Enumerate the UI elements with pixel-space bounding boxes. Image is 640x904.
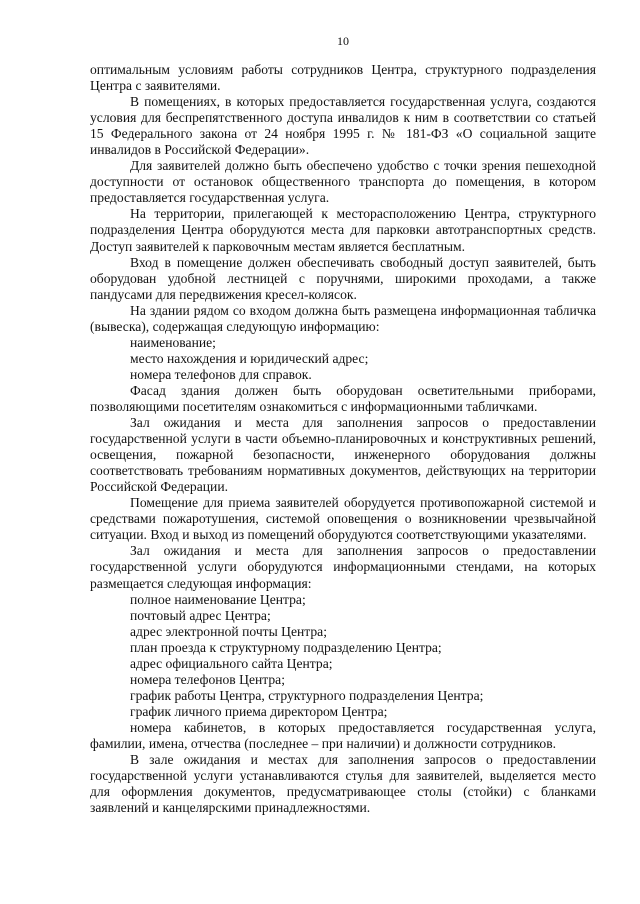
paragraph: Помещение для приема заявителей оборудуется противопожарной системой и средствами пожаротушения, системой оповещения о возникновении чрезвычайной ситуации. Вход и выход из помещений оборудуются соответствующими указателями. (90, 495, 596, 543)
list-item: полное наименование Центра; (130, 591, 306, 607)
paragraph: В помещениях, в которых предоставляется государственная услуга, создаются условия для беспрепятственного доступа инвалидов к ним в соответствии со статьей 15 Федерального закона от 24 ноября 1995 г. № 181-ФЗ «О социальной защите инвалидов в Российской Федерации». (90, 94, 596, 158)
paragraph: оптимальным условиям работы сотрудников Центра, структурного подразделения Центра с заявителями. (90, 62, 596, 94)
paragraph: номера кабинетов, в которых предоставляется государственная услуга, фамилии, имена, отчества (последнее – при наличии) и должности сотрудников. (90, 719, 596, 751)
document-page (90, 34, 596, 816)
paragraph: На здании рядом со входом должна быть размещена информационная табличка (вывеска), содержащая следующую информацию: (90, 302, 596, 334)
list-item: график личного приема директором Центра; (130, 703, 388, 719)
list-item: адрес электронной почты Центра; (130, 623, 327, 639)
list-item: наименование; (130, 334, 216, 350)
paragraph: Зал ожидания и места для заполнения запросов о предоставлении государственной услуги оборудуются информационными стендами, на которых размещается следующая информация: (90, 543, 596, 591)
list-item: номера телефонов Центра; (130, 671, 285, 687)
page-number: 10 (337, 34, 349, 48)
paragraph: В зале ожидания и местах для заполнения запросов о предоставлении государственной услуги устанавливаются стулья для заявителей, выделяется место для оформления документов, предусматривающее столы (стойки) с бланками заявлений и канцелярскими принадлежностями. (90, 752, 596, 816)
list-item: график работы Центра, структурного подразделения Центра; (130, 687, 484, 703)
list-item: план проезда к структурному подразделению Центра; (130, 639, 442, 655)
paragraph: Для заявителей должно быть обеспечено удобство с точки зрения пешеходной доступности от остановок общественного транспорта до помещения, в котором предоставляется государственная услуга. (90, 158, 596, 206)
list-item: номера телефонов для справок. (130, 366, 312, 382)
paragraph: Фасад здания должен быть оборудован осветительными приборами, позволяющими посетителям ознакомиться с информационными табличками. (90, 382, 596, 414)
paragraph: На территории, прилегающей к месторасположению Центра, структурного подразделения Центра оборудуются места для парковки автотранспортных средств. Доступ заявителей к парковочным местам является бесплатным. (90, 206, 596, 254)
list-item: место нахождения и юридический адрес; (130, 350, 369, 366)
document-body (90, 62, 596, 816)
paragraph: Зал ожидания и места для заполнения запросов о предоставлении государственной услуги в части объемно-планировочных и конструктивных решений, освещения, пожарной безопасности, инженерного оборудования должны соответствовать требованиям нормативных документов, действующих на территории Российской Федерации. (90, 415, 596, 495)
list-item: адрес официального сайта Центра; (130, 655, 333, 671)
list-item: почтовый адрес Центра; (130, 607, 271, 623)
paragraph: Вход в помещение должен обеспечивать свободный доступ заявителей, быть оборудован удобной лестницей с поручнями, широкими проходами, а также пандусами для передвижения кресел-колясок. (90, 254, 596, 302)
